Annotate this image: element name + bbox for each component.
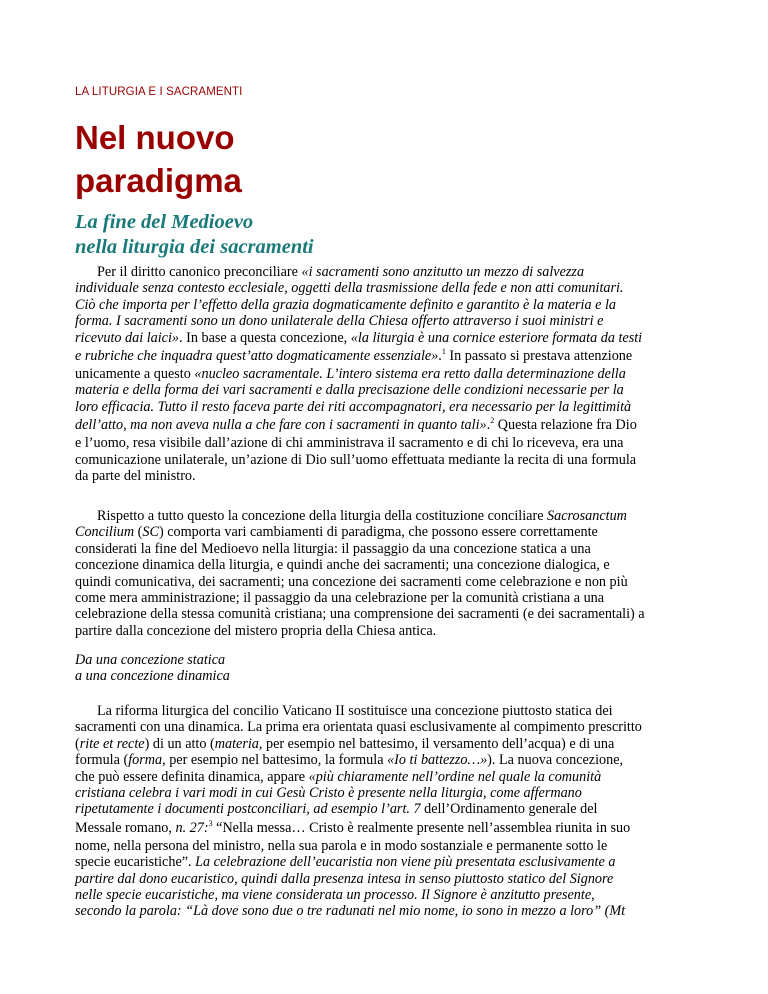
quote-run: e rubriche che inquadra quest’atto dogmaticamente essenziale»	[75, 348, 439, 365]
footnote-ref[interactable]: 2	[490, 416, 495, 426]
text-line: come mera amministrazione; il passaggio da una celebrazione per la comunità cristiana a una	[75, 590, 605, 607]
text-run: .	[486, 417, 491, 434]
text-line	[75, 415, 701, 435]
text-line: e l’uomo, resa visibile dall’azione di chi amministrava il sacramento e di chi lo riceveva, era una	[75, 435, 624, 452]
section-label: LA LITURGIA E I SACRAMENTI	[75, 86, 243, 98]
text-line: sacramenti con una dinamica. La prima era orientata quasi esclusivamente al compimento prescritto	[75, 719, 642, 736]
text-line: La riforma liturgica del concilio Vaticano II sostituisce una concezione piuttosto statica dei	[97, 703, 613, 719]
quote-run: «la liturgia è una cornice esteriore formata da testi	[350, 329, 643, 346]
paragraph-3	[75, 703, 701, 920]
text-line: nome, nella persona del ministro, nella sua parola e in modo sostanziale e permanente sotto le	[75, 837, 608, 854]
text-run: materia	[214, 735, 259, 752]
text-line: secondo la parola: “Là dove sono due o tre radunati nel mio nome, io sono in mezzo a loro” (Mt	[75, 903, 626, 920]
text-run: forma	[128, 752, 163, 769]
text-run: (	[134, 524, 143, 541]
text-line	[75, 854, 701, 870]
text-run: Rispetto a tutto questo la concezione della liturgia della costituzione conciliare	[97, 508, 548, 524]
text-line	[75, 736, 701, 752]
text-line: forma. I sacramenti sono un dono unilaterale della Chiesa offerto attraverso i suoi ministri e	[75, 313, 604, 330]
text-run: ) di un atto (	[144, 735, 215, 752]
text-line	[75, 508, 701, 524]
text-run: Messale romano	[75, 819, 169, 836]
quote-run: dell’atto, ma non aveva nulla a che fare con i sacramenti in quanto tali»	[75, 417, 487, 434]
text-run: SC	[142, 524, 159, 541]
text-line: celebrazione della stessa comunità cristiana; una comprensione dei sacramenti (e dei sacramentali) a	[75, 606, 645, 623]
text-run: Concilium	[75, 524, 135, 541]
text-run: ). La nuova concezione,	[487, 752, 624, 769]
text-run: .	[438, 348, 442, 365]
text-line	[75, 769, 701, 785]
text-line: considerati la fine del Medioevo nella liturgia: il passaggio da una concezione statica a una	[75, 540, 591, 557]
text-run: , per esempio nel battesimo, la formula	[162, 752, 388, 769]
paragraph-1	[75, 264, 701, 484]
text-run: In passato si prestava attenzione	[445, 348, 633, 365]
subheading-line: Da una concezione statica	[75, 652, 226, 668]
text-run: dell’Ordinamento generale del	[420, 801, 598, 818]
text-line: materia e della forma dei vari sacramenti e dalla precisazione delle condizioni necessarie per la	[75, 382, 624, 399]
text-line: partire dalla concezione del mistero propria della Chiesa antica.	[75, 622, 437, 639]
quote-run: La celebrazione dell’eucaristia non viene più presentata esclusivamente a	[195, 854, 616, 871]
text-run: che può essere definita dinamica, appare	[75, 768, 309, 785]
footnote-ref[interactable]: 3	[208, 818, 213, 828]
subtitle-line: La fine del Medioevo	[75, 211, 254, 233]
quote-run: «nucleo sacramentale. L’intero sistema era retto dalla determinazione della	[194, 366, 626, 383]
text-run: Per il diritto canonico preconciliare	[97, 264, 302, 280]
subtitle-line: nella liturgia dei sacramenti	[75, 236, 314, 258]
text-line: loro efficacia. Tutto il resto faceva parte dei riti accompagnatori, era necessario per la legittimità	[75, 398, 632, 415]
text-line: nelle specie eucaristiche, ma viene considerata un processo. Il Signore è anzitutto presente,	[75, 887, 595, 904]
quote-run: «i sacramenti sono anzitutto un mezzo di salvezza	[301, 264, 585, 280]
text-run: Questa relazione fra Dio	[494, 417, 637, 434]
footnote-ref[interactable]: 1	[441, 347, 446, 357]
text-run: Sacrosanctum	[547, 508, 627, 524]
text-line	[75, 752, 701, 768]
section-subheading	[75, 652, 701, 685]
text-run: . In base a questa concezione,	[179, 329, 351, 346]
text-line	[75, 524, 701, 540]
text-line	[75, 366, 701, 382]
title-line: Nel nuovo	[75, 119, 235, 156]
text-line	[75, 264, 701, 280]
text-line: cristiana celebra i vari modi in cui Gesù Cristo è presente nella liturgia, come affermano	[75, 785, 582, 802]
text-run: specie eucaristiche”.	[75, 854, 196, 871]
text-run: unicamente a questo	[75, 366, 195, 383]
text-line: Ciò che importa per l’effetto della grazia dogmaticamente definito e garantito è la materia e la	[75, 296, 617, 313]
article-title	[75, 116, 242, 202]
text-line: individuale senza contesto ecclesiale, oggetti della trasmissione della fede e non atti comunitari.	[75, 280, 624, 297]
paragraph-2	[75, 508, 701, 639]
title-line: paradigma	[75, 162, 242, 199]
text-line	[75, 330, 701, 346]
text-line	[75, 818, 701, 838]
quote-run: «più chiaramente nell’ordine nel quale la comunità	[308, 768, 602, 785]
quote-run: ricevuto dai laici»	[75, 329, 180, 346]
quote-run: ripetutamente i documenti postconciliari, ad esempio l’art. 7	[75, 801, 421, 818]
text-run: «Io ti battezzo…»	[387, 752, 488, 769]
text-run: formula (	[75, 752, 129, 769]
text-line	[75, 346, 701, 366]
text-run: , n. 27:	[168, 819, 209, 836]
article-subtitle	[75, 210, 314, 260]
text-line: da parte del ministro.	[75, 468, 196, 485]
text-line: quindi comunicativa, dei sacramenti; una concezione dei sacramenti come celebrazione e non più	[75, 573, 628, 590]
text-run: “Nella messa… Cristo è realmente presente nell’assemblea riunita in suo	[212, 819, 631, 836]
text-line: concezione dinamica della liturgia, e quindi anche dei sacramenti; una concezione dialogica, e	[75, 557, 610, 574]
text-line: partire dal dono eucaristico, quindi dalla presenza intesa in senso piuttosto statico del Signore	[75, 870, 614, 887]
text-run: , per esempio nel battesimo, il versamento dell’acqua) e di una	[258, 735, 615, 752]
text-line	[75, 801, 701, 817]
text-line: comunicazione unilaterale, un’azione di Dio sull’uomo effettuata mediante la recita di una formula	[75, 451, 637, 468]
text-run: (	[75, 735, 80, 752]
text-run: ) comporta vari cambiamenti di paradigma, che possono essere correttamente	[158, 524, 598, 541]
subheading-line: a una concezione dinamica	[75, 668, 230, 685]
text-run: rite et recte	[79, 735, 145, 752]
